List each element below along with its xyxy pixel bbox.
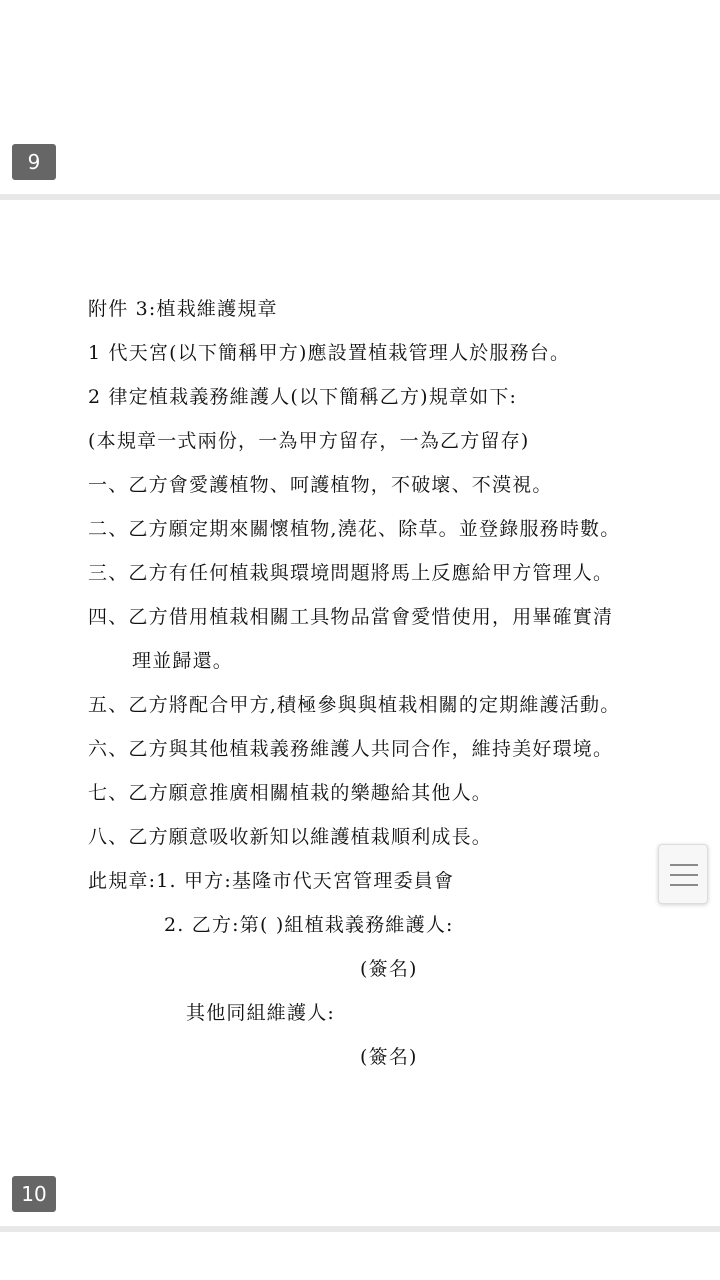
rule-line: 六、乙方與其他植栽義務維護人共同合作，維持美好環境。 — [88, 738, 614, 760]
rule-line: 二、乙方願定期來關懷植物,澆花、除草。並登錄服務時數。 — [88, 518, 621, 540]
signature-party-a: 此規章:1. 甲方:基隆市代天宮管理委員會 — [88, 870, 455, 892]
signature-label: (簽名) — [360, 958, 418, 980]
page-divider — [0, 194, 720, 200]
page-number-badge-prev: 9 — [12, 144, 56, 180]
rule-line: 七、乙方願意推廣相關植栽的樂趣給其他人。 — [88, 782, 493, 804]
rule-line: 八、乙方願意吸收新知以維護植栽順利成長。 — [88, 826, 493, 848]
rule-line: (本規章一式兩份，一為甲方留存，一為乙方留存) — [88, 430, 530, 452]
document-title: 附件 3:植栽維護規章 — [88, 298, 278, 320]
rule-line: 1 代天宮(以下簡稱甲方)應設置植栽管理人於服務台。 — [88, 342, 571, 364]
page-number-badge-current: 10 — [12, 1176, 56, 1212]
rule-line: 三、乙方有任何植栽與環境問題將馬上反應給甲方管理人。 — [88, 562, 614, 584]
rule-line: 2 律定植栽義務維護人(以下簡稱乙方)規章如下: — [88, 386, 518, 408]
signature-party-b: 2. 乙方:第( )組植栽義務維護人: — [164, 914, 454, 936]
rule-line: 一、乙方會愛護植物、呵護植物，不破壞、不漠視。 — [88, 474, 553, 496]
rule-line: 四、乙方借用植栽相關工具物品當會愛惜使用，用畢確實清 — [88, 606, 614, 628]
rule-line-continuation: 理並歸還。 — [132, 650, 234, 672]
signature-label: (簽名) — [360, 1046, 418, 1068]
page-divider — [0, 1226, 720, 1232]
rule-line: 五、乙方將配合甲方,積極參與與植栽相關的定期維護活動。 — [88, 694, 621, 716]
menu-button[interactable] — [658, 844, 708, 904]
signature-others: 其他同組維護人: — [186, 1002, 336, 1024]
